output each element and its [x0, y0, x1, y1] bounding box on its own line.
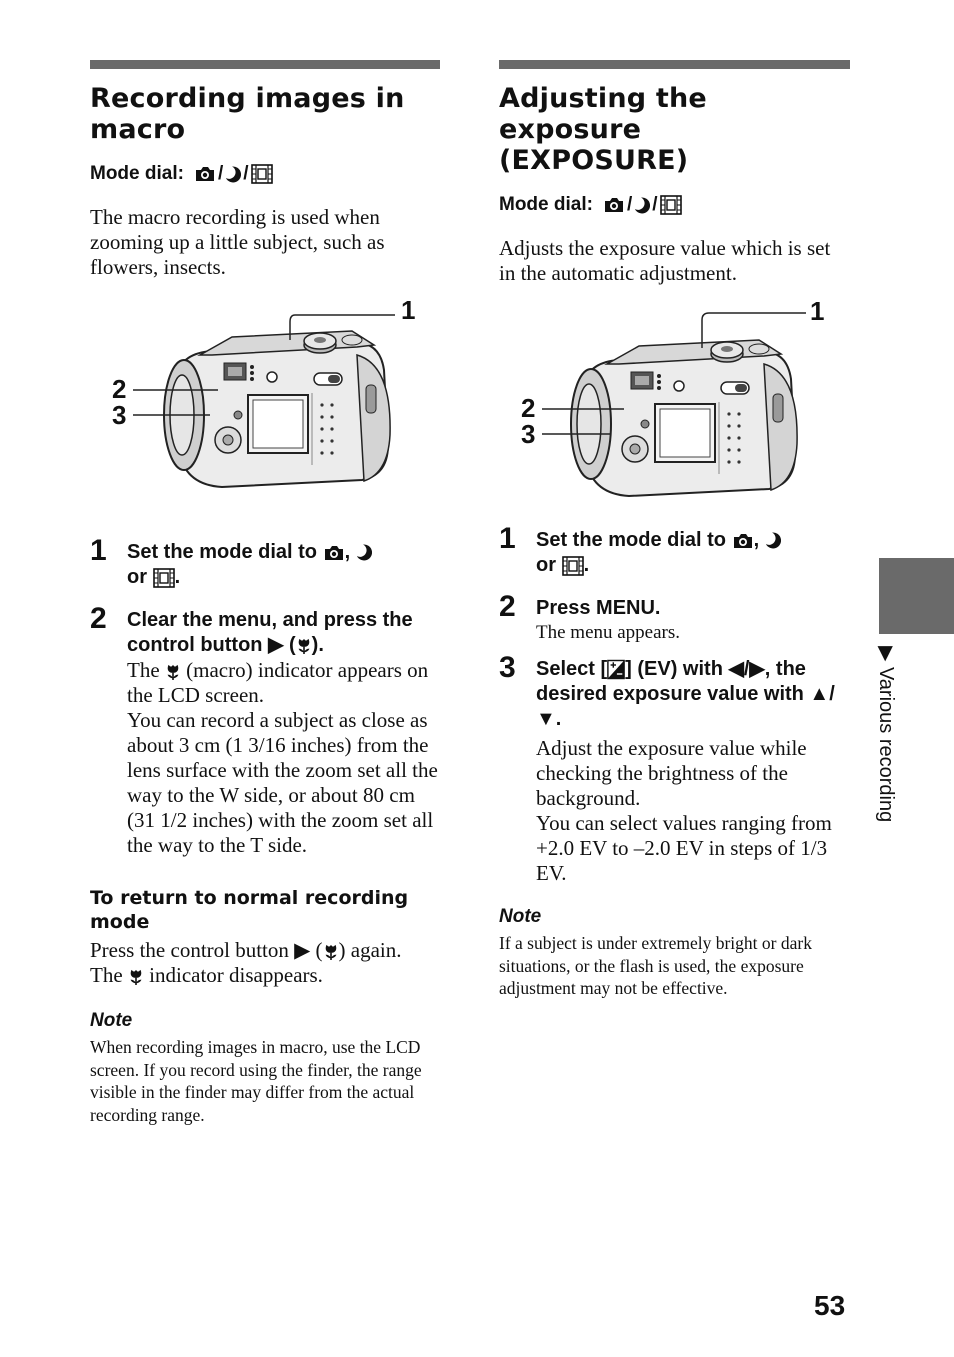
callout-2: 2	[521, 393, 536, 423]
callout-3: 3	[521, 419, 536, 449]
macro-icon	[323, 943, 339, 961]
step-number: 2	[499, 590, 516, 623]
step-body: Adjust the exposure value while checking the brightness of the background. You can select values ranging from +2.0 EV to –2.0 EV in steps of 1/3 EV.	[536, 736, 832, 885]
step-number: 3	[499, 651, 516, 684]
step-number: 1	[90, 534, 107, 567]
moon-icon	[356, 543, 372, 562]
movie-icon	[153, 568, 175, 588]
mode-dial-label: Mode dial:	[90, 163, 184, 184]
section-rule	[90, 60, 440, 69]
macro-icon	[296, 637, 312, 655]
step-body: The menu appears.	[536, 622, 681, 643]
step-body: The (macro) indicator appears on the LCD screen. You can record a subject as close as about 3 cm (1 3/16 inches) from the lens surface with the zoom set all the way to the W side, or about 80 cm (31 1/2 inches) with the zoom set all the way to the T side.	[127, 658, 438, 857]
camera-icon	[194, 165, 216, 183]
movie-icon	[251, 164, 273, 184]
page-number: 53	[814, 1290, 846, 1321]
mode-dial-line: Mode dial: / /	[499, 194, 850, 216]
step-heading: Set the mode dial to , or .	[127, 540, 440, 590]
step-heading: Clear the menu, and press the control button ▶ ( ).	[127, 609, 413, 656]
moon-icon	[225, 165, 241, 184]
moon-icon	[634, 196, 650, 215]
callout-lines	[90, 290, 440, 520]
note-body: If a subject is under extremely bright or dark situations, or the flash is used, the exposure adjustment may not be effective.	[499, 933, 812, 998]
step-number: 2	[90, 602, 107, 635]
return-text: Press the control button ▶ ( ) again. The indicator disappears.	[90, 938, 402, 987]
step-1	[499, 522, 850, 578]
callout-2: 2	[112, 374, 127, 404]
section-title-macro: Recording images in macro	[90, 83, 405, 145]
chapter-label-text: ▶ Various recording	[875, 646, 897, 823]
movie-icon	[660, 195, 682, 215]
intro-text: Adjusts the exposure value which is set in the automatic adjustment.	[499, 236, 831, 285]
note-title: Note	[90, 1010, 133, 1031]
chapter-side-label	[872, 646, 902, 876]
step-2	[499, 590, 850, 645]
mode-dial-line: Mode dial: / /	[90, 163, 440, 185]
step-heading: Press MENU.	[536, 597, 661, 619]
intro-text: The macro recording is used when zooming up a little subject, such as flowers, insects.	[90, 205, 385, 279]
callout-1: 1	[401, 295, 416, 325]
return-subheading: To return to normal recording mode	[90, 887, 409, 933]
chapter-tab	[879, 558, 954, 634]
movie-icon	[562, 556, 584, 576]
callout-3: 3	[112, 400, 127, 430]
camera-icon	[732, 532, 754, 550]
step-heading: Set the mode dial to , or .	[536, 528, 850, 578]
camera-illustration	[499, 296, 850, 518]
callout-1: 1	[810, 296, 825, 326]
note-body: When recording images in macro, use the LCD screen. If you record using the finder, the range visible in the finder may differ from the actual recording range.	[90, 1037, 422, 1125]
step-heading: Select [ ] (EV) with ◀/▶, the desired exposure value with ▲/▼.	[536, 658, 835, 730]
moon-icon	[765, 531, 781, 550]
section-title-exposure: Adjusting the exposure (EXPOSURE)	[499, 83, 707, 176]
macro-icon	[165, 663, 181, 681]
callout-lines	[499, 296, 850, 518]
step-number: 1	[499, 522, 516, 555]
macro-icon	[128, 968, 144, 986]
ev-icon	[607, 659, 625, 680]
step-2	[90, 602, 440, 858]
note-title: Note	[499, 906, 542, 927]
right-column	[499, 60, 850, 1000]
camera-icon	[603, 196, 625, 214]
mode-dial-label: Mode dial:	[499, 194, 593, 215]
step-1	[90, 534, 440, 590]
camera-icon	[323, 544, 345, 562]
left-column	[90, 60, 440, 1126]
step-3	[499, 651, 850, 886]
section-rule	[499, 60, 850, 69]
camera-illustration	[90, 290, 440, 520]
